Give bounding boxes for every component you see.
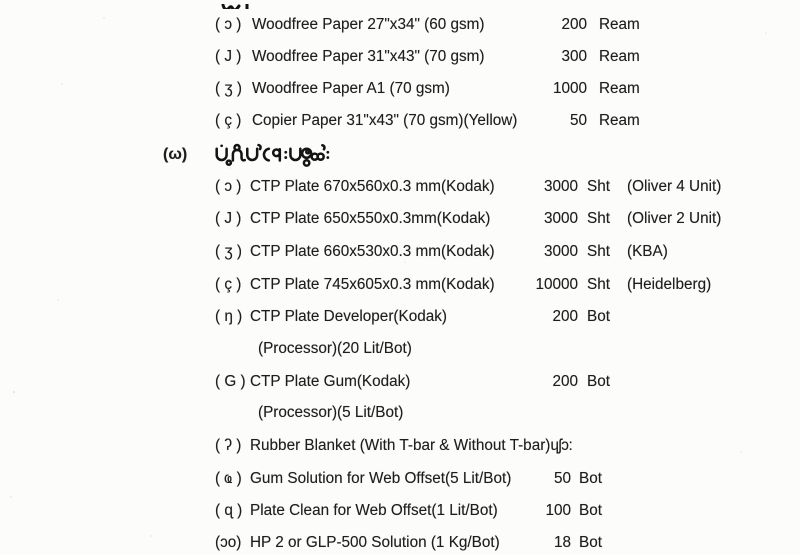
item-qty: 200: [552, 308, 578, 325]
item-number: ( G ): [215, 373, 246, 390]
item-name: Copier Paper 31"x43" (70 gsm)(Yellow): [252, 112, 518, 129]
item-note: (Oliver 2 Unit): [627, 210, 722, 227]
item-name: CTP Plate 670x560x0.3 mm(Kodak): [250, 178, 495, 195]
item-unit: Ream: [599, 112, 640, 129]
clipped-word-fragment: [220, 0, 262, 9]
list-line: [0, 532, 800, 554]
list-line: [0, 435, 800, 457]
list-line-continuation: [0, 402, 800, 424]
item-qty: 200: [552, 373, 578, 390]
item-note: (KBA): [627, 243, 668, 260]
item-number: ( ʔ ): [215, 437, 242, 454]
item-name: Woodfree Paper A1 (70 gsm): [252, 80, 450, 97]
item-unit: Sht: [587, 243, 610, 260]
item-number: ( ɋ ): [215, 502, 243, 519]
section-header: [0, 142, 800, 168]
item-number: ( ɔ ): [215, 16, 242, 33]
list-line: [0, 274, 800, 296]
item-name: Gum Solution for Web Offset(5 Lit/Bot): [250, 470, 512, 487]
item-qty: 200: [561, 16, 587, 33]
item-number: ( ʒ ): [215, 243, 243, 260]
item-name: CTP Plate 650x550x0.3mm(Kodak): [250, 210, 491, 227]
item-name: CTP Plate 660x530x0.3 mm(Kodak): [250, 243, 495, 260]
item-number: ( ç ): [215, 112, 242, 129]
item-number: ( ç ): [215, 276, 242, 293]
item-number: ( ҩ ): [215, 470, 242, 487]
item-unit: Ream: [599, 16, 640, 33]
item-qty: 3000: [543, 210, 578, 227]
item-qty: 100: [545, 502, 571, 519]
myanmar-plural-suffix: ɥʃɔ:: [550, 437, 573, 454]
item-unit: Ream: [599, 80, 640, 97]
section-label: (ω): [163, 146, 188, 163]
item-number: ( ŋ ): [215, 308, 243, 325]
item-qty: 3000: [543, 178, 578, 195]
item-qty: 18: [553, 534, 571, 551]
list-line: [0, 500, 800, 522]
list-line: [0, 176, 800, 198]
item-qty: 50: [553, 470, 571, 487]
list-line: [0, 14, 800, 36]
item-name-continued: (Processor)(5 Lit/Bot): [258, 404, 404, 421]
item-number: (ɔo): [215, 534, 242, 551]
item-name: HP 2 or GLP-500 Solution (1 Kg/Bot): [250, 534, 500, 551]
list-line: [0, 468, 800, 490]
list-line: [0, 241, 800, 263]
item-name: Plate Clean for Web Offset(1 Lit/Bot): [250, 502, 498, 519]
list-line: [0, 46, 800, 68]
item-name: Woodfree Paper 31"x43" (70 gsm): [252, 48, 485, 65]
item-qty: 3000: [543, 243, 578, 260]
item-unit: Ream: [599, 48, 640, 65]
item-qty: 1000: [552, 80, 587, 97]
list-line: [0, 110, 800, 132]
list-line: [0, 371, 800, 393]
item-name: Woodfree Paper 27"x34" (60 gsm): [252, 16, 485, 33]
item-number: ( ɔ ): [215, 178, 242, 195]
item-unit: Sht: [587, 178, 610, 195]
item-unit: Bot: [579, 534, 602, 551]
list-line: [0, 208, 800, 230]
item-name-text: Rubber Blanket (With T-bar & Without T-bar): [250, 437, 551, 454]
item-number: ( ʒ ): [215, 80, 243, 97]
item-unit: Sht: [587, 210, 610, 227]
item-number: ( J ): [215, 210, 242, 227]
item-unit: Bot: [587, 308, 610, 325]
item-unit: Sht: [587, 276, 610, 293]
item-unit: Bot: [579, 502, 602, 519]
item-qty: 300: [561, 48, 587, 65]
item-note: (Heidelberg): [627, 276, 712, 293]
item-name-continued: (Processor)(20 Lit/Bot): [258, 340, 412, 357]
item-note: (Oliver 4 Unit): [627, 178, 722, 195]
list-line: [0, 306, 800, 328]
item-name: CTP Plate Gum(Kodak): [250, 373, 411, 390]
item-name: [250, 435, 572, 457]
list-line: [0, 78, 800, 100]
item-qty: 50: [569, 112, 587, 129]
item-name: CTP Plate Developer(Kodak): [250, 308, 447, 325]
item-qty: 10000: [535, 276, 578, 293]
clipped-glyph-strokes: [220, 4, 262, 9]
list-line-continuation: [0, 338, 800, 360]
item-unit: Bot: [587, 373, 610, 390]
section-title-glyph: [214, 143, 330, 168]
item-unit: Bot: [579, 470, 602, 487]
item-number: ( J ): [215, 48, 242, 65]
item-name: CTP Plate 745x605x0.3 mm(Kodak): [250, 276, 495, 293]
